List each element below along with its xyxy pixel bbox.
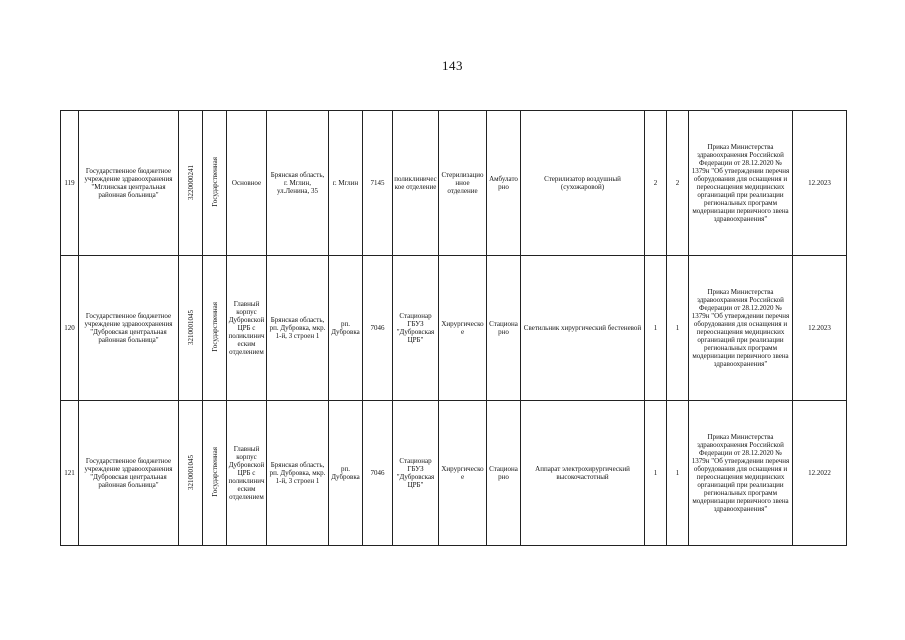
equipment-name: Стерилизатор воздушный (сухожаровой) [521,111,645,256]
quantity-total: 1 [667,401,689,546]
unit-name: Стационар ГБУЗ "Дубровская ЦРБ" [393,256,439,401]
equipment-name: Светильник хирургический бестеневой [521,256,645,401]
organization-code: 3220000241 [186,164,195,200]
organization-code: 3210001045 [186,309,195,345]
care-form: Стационарно [487,401,521,546]
quantity-total: 2 [667,111,689,256]
table-row [61,401,847,546]
building-name: Основное [227,111,267,256]
organization-code-cell [179,401,203,546]
ownership-cell [203,111,227,256]
table-row [61,256,847,401]
equipment-name: Аппарат электрохирургический высокочастотный [521,401,645,546]
address: Брянская область, рп. Дубровка, мкр. 1-й, 3 строен 1 [267,256,329,401]
care-form: Амбулаторно [487,111,521,256]
unit-name: Стационар ГБУЗ "Дубровская ЦРБ" [393,401,439,546]
department-name: Стерилизационное отделение [439,111,487,256]
care-form: Стационарно [487,256,521,401]
locality: г. Мглин [329,111,363,256]
quantity-planned: 1 [645,401,667,546]
building-name: Главный корпус Дубровской ЦРБ с поликлиническим отделением [227,256,267,401]
address: Брянская область, г. Мглин, ул.Ленина, 35 [267,111,329,256]
ownership-type: Государственная [210,447,219,497]
organization-code-cell [179,111,203,256]
legal-basis: Приказ Министерства здравоохранения Российской Федерации от 28.12.2020 № 1379н "Об утверждении перечня оборудования для оснащения и переоснащения медицинских организаций при реализации региональных программ модернизации первичного звена здравоохранения" [689,401,793,546]
organization-name: Государственное бюджетное учреждение здравоохранения "Дубровская центральная районная больница" [79,401,179,546]
locality-code: 7145 [363,111,393,256]
department-name: Хирургическое [439,256,487,401]
locality: рп. Дубровка [329,401,363,546]
equipment-table [60,110,847,546]
organization-code: 3210001045 [186,454,195,490]
organization-code-cell [179,256,203,401]
legal-basis: Приказ Министерства здравоохранения Российской Федерации от 28.12.2020 № 1379н "Об утверждении перечня оборудования для оснащения и переоснащения медицинских организаций при реализации региональных программ модернизации первичного звена здравоохранения" [689,111,793,256]
ownership-type: Государственная [210,302,219,352]
locality-code: 7046 [363,256,393,401]
due-date: 12.2023 [793,256,847,401]
locality: рп. Дубровка [329,256,363,401]
quantity-planned: 2 [645,111,667,256]
organization-name: Государственное бюджетное учреждение здравоохранения "Мглинская центральная районная больница" [79,111,179,256]
row-number: 119 [61,111,79,256]
page-number: 143 [442,58,463,73]
building-name: Главный корпус Дубровской ЦРБ с поликлиническим отделением [227,401,267,546]
quantity-planned: 1 [645,256,667,401]
row-number: 120 [61,256,79,401]
ownership-cell [203,256,227,401]
legal-basis: Приказ Министерства здравоохранения Российской Федерации от 28.12.2020 № 1379н "Об утверждении перечня оборудования для оснащения и переоснащения медицинских организаций при реализации региональных программ модернизации первичного звена здравоохранения" [689,256,793,401]
due-date: 12.2023 [793,111,847,256]
locality-code: 7046 [363,401,393,546]
ownership-type: Государственная [210,157,219,207]
address: Брянская область, рп. Дубровка, мкр. 1-й, 3 строен 1 [267,401,329,546]
ownership-cell [203,401,227,546]
department-name: Хирургическое [439,401,487,546]
table-row [61,111,847,256]
organization-name: Государственное бюджетное учреждение здравоохранения "Дубровская центральная районная больница" [79,256,179,401]
row-number: 121 [61,401,79,546]
quantity-total: 1 [667,256,689,401]
due-date: 12.2022 [793,401,847,546]
unit-name: поликлиническое отделение [393,111,439,256]
